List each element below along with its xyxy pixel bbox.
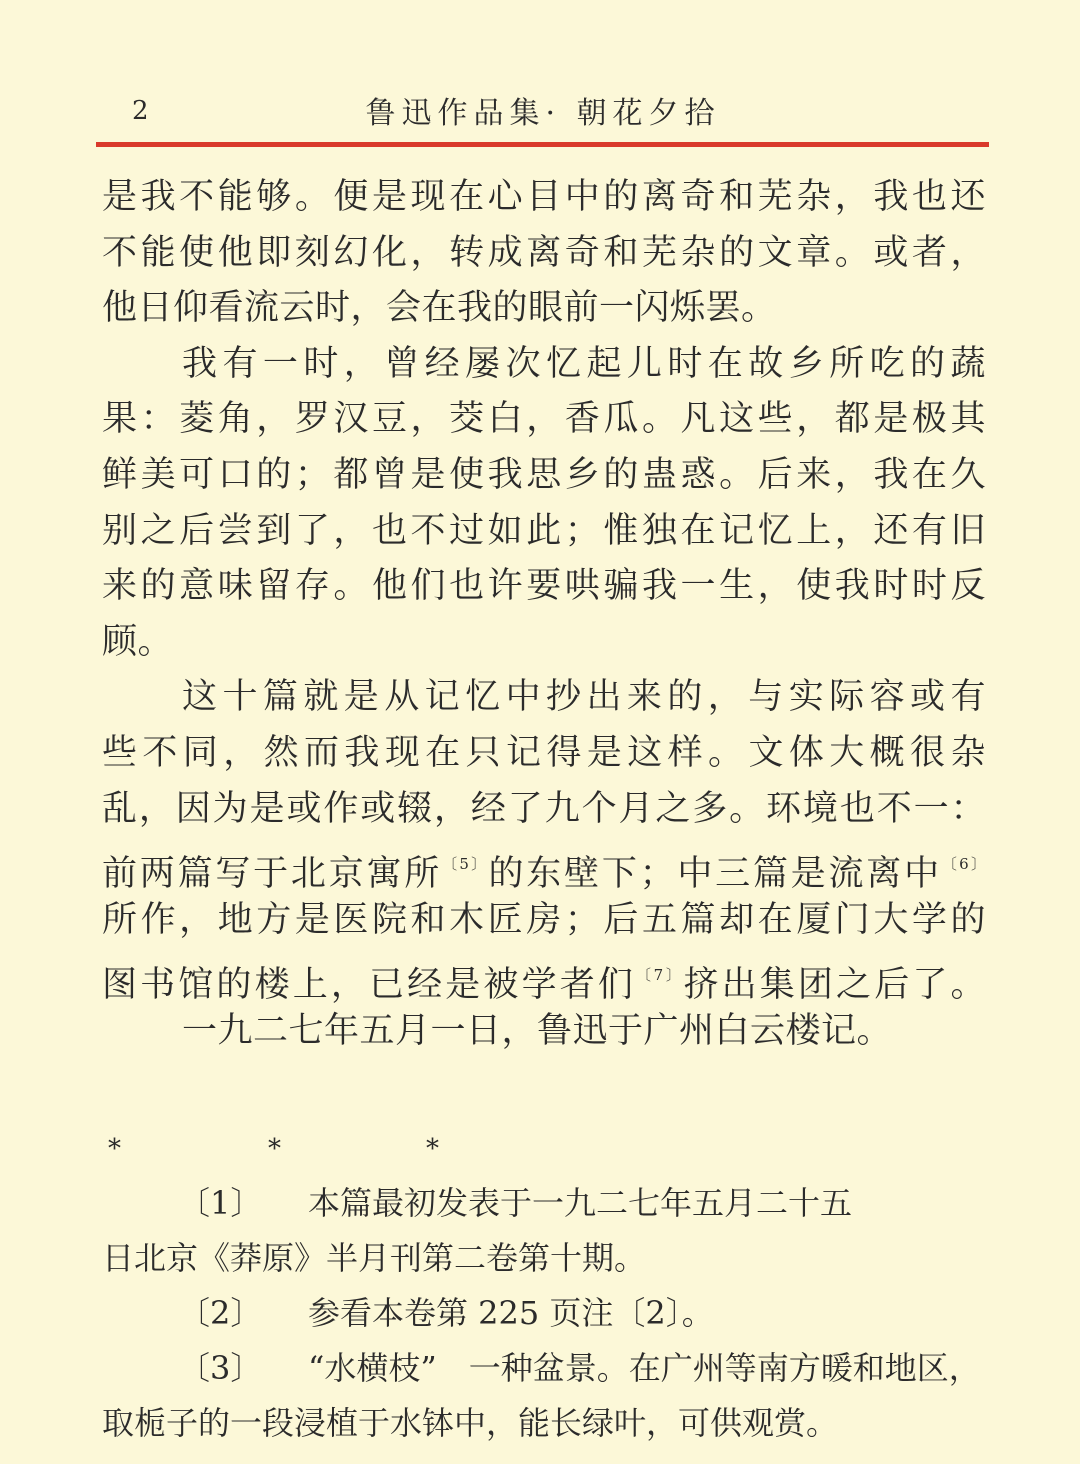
line-segment: 图书馆的楼上，已经是被学者们 bbox=[102, 965, 636, 1006]
footnote-3-continuation: 取栀子的一段浸植于水钵中，能长绿叶，可供观赏。 bbox=[102, 1404, 839, 1442]
footnote-mark-5: 〔5〕 bbox=[442, 855, 489, 874]
footnote-mark-7: 〔7〕 bbox=[636, 966, 684, 985]
line-segment: 挤出集团之后了。 bbox=[683, 965, 986, 1006]
line-segment: 的东壁下；中三篇是流离中 bbox=[488, 854, 942, 895]
footnote-2 bbox=[102, 1286, 986, 1341]
body-line: 顾。 bbox=[102, 621, 174, 662]
footnote-number: 〔1〕 bbox=[178, 1184, 263, 1222]
body-line: 果：菱角，罗汉豆，茭白，香瓜。凡这些，都是极其 bbox=[102, 399, 986, 440]
book-title: 鲁迅作品集· 朝花夕拾 bbox=[365, 96, 721, 131]
separator-star: * bbox=[108, 1134, 121, 1164]
footnote-text: 参看本卷第 225 页注〔2〕。 bbox=[308, 1294, 714, 1332]
separator-star: * bbox=[426, 1134, 439, 1164]
body-text bbox=[102, 170, 986, 1060]
page-header bbox=[96, 88, 990, 138]
line-segment: 前两篇写于北京寓所 bbox=[102, 854, 443, 895]
footnote-1-continuation: 日北京《莽原》半月刊第二卷第十期。 bbox=[102, 1239, 647, 1277]
body-line bbox=[102, 837, 986, 893]
paragraph-start-line: 我有一时，曾经屡次忆起儿时在故乡所吃的蔬 bbox=[182, 343, 986, 384]
body-line: 些不同，然而我现在只记得是这样。文体大概很杂 bbox=[102, 732, 986, 773]
footnote-number: 〔2〕 bbox=[178, 1294, 263, 1332]
body-line bbox=[102, 948, 986, 1004]
body-line: 乱，因为是或作或辍，经了九个月之多。环境也不一： bbox=[102, 788, 986, 829]
body-line: 来的意味留存。他们也许要哄骗我一生，使我时时反 bbox=[102, 566, 986, 607]
footnote-mark-6: 〔6〕 bbox=[941, 855, 986, 874]
footnote-3 bbox=[102, 1341, 986, 1396]
body-line: 所作，地方是医院和木匠房；后五篇却在厦门大学的 bbox=[102, 899, 986, 940]
separator-star: * bbox=[268, 1134, 281, 1164]
signature-line: 一九二七年五月一日，鲁迅于广州白云楼记。 bbox=[182, 1010, 893, 1051]
body-line: 鲜美可口的；都曾是使我思乡的蛊惑。后来，我在久 bbox=[102, 454, 986, 495]
footnote-text: “水横枝” 一种盆景。在广州等南方暖和地区， bbox=[308, 1349, 981, 1387]
header-rule bbox=[96, 142, 989, 147]
page-number: 2 bbox=[132, 96, 149, 126]
body-line: 是我不能够。便是现在心目中的离奇和芜杂，我也还 bbox=[102, 177, 986, 217]
body-line: 他日仰看流云时，会在我的眼前一闪烁罢。 bbox=[102, 288, 777, 329]
footnote-text: 本篇最初发表于一九二七年五月二十五 bbox=[308, 1184, 853, 1222]
footnotes bbox=[102, 1176, 986, 1451]
paragraph-start-line: 这十篇就是从记忆中抄出来的，与实际容或有 bbox=[182, 677, 986, 718]
footnote-1 bbox=[102, 1176, 986, 1231]
body-line: 不能使他即刻幻化，转成离奇和芜杂的文章。或者， bbox=[102, 232, 986, 273]
footnote-number: 〔3〕 bbox=[178, 1349, 263, 1387]
body-line: 别之后尝到了，也不过如此；惟独在记忆上，还有旧 bbox=[102, 510, 986, 551]
